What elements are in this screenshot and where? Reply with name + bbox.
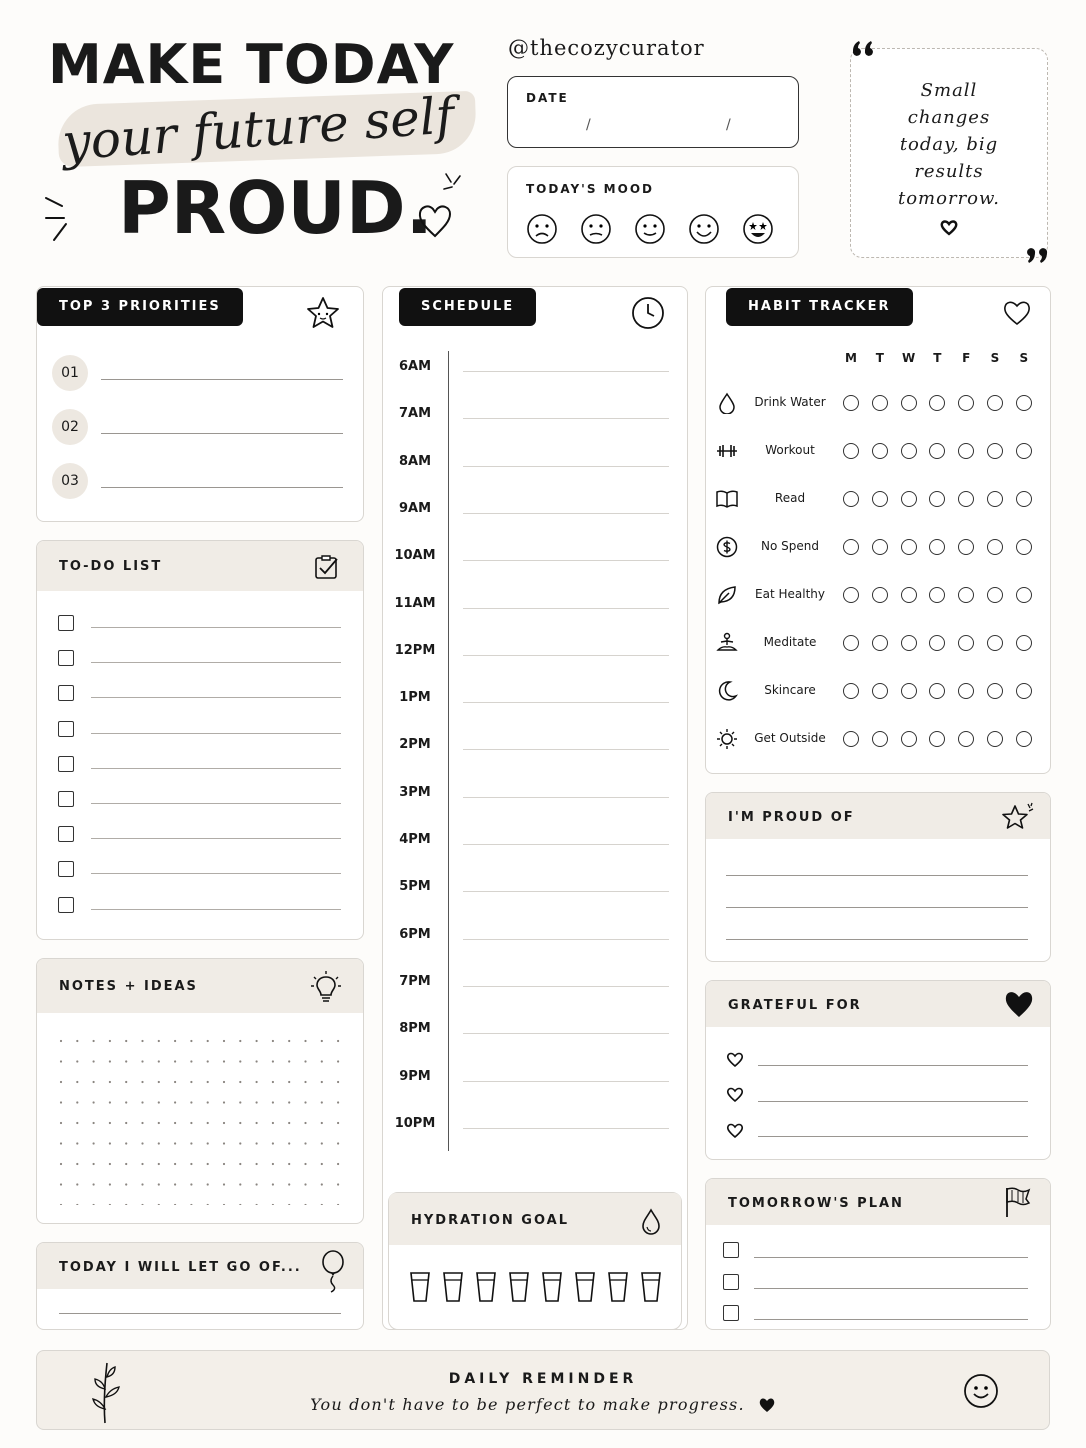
habit-checkbox[interactable] xyxy=(1016,731,1032,747)
habit-checkbox[interactable] xyxy=(1016,587,1032,603)
habit-day-label: T xyxy=(875,351,884,365)
small-heart-icon xyxy=(940,219,958,236)
habit-day-label: S xyxy=(1019,351,1029,365)
schedule-hour-label: 2PM xyxy=(399,737,431,753)
habit-checkbox[interactable] xyxy=(901,731,917,747)
sparkle-small-icon xyxy=(442,172,464,192)
heart-filled-icon xyxy=(1004,989,1034,1019)
habit-checkbox[interactable] xyxy=(987,491,1003,507)
schedule-line[interactable] xyxy=(463,560,669,561)
meditate-icon xyxy=(716,632,738,654)
habit-checkbox[interactable] xyxy=(872,395,888,411)
habit-checkbox[interactable] xyxy=(958,395,974,411)
habit-checkbox[interactable] xyxy=(843,491,859,507)
schedule-hour-label: 10PM xyxy=(394,1115,436,1131)
quote-line: Small xyxy=(920,80,978,101)
habit-checkbox[interactable] xyxy=(901,395,917,411)
dot-grid[interactable] xyxy=(55,1035,347,1205)
date-separator-2: / xyxy=(726,117,731,133)
book-icon xyxy=(716,488,738,510)
habit-checkbox[interactable] xyxy=(1016,539,1032,555)
habit-checkbox[interactable] xyxy=(901,443,917,459)
habit-checkbox[interactable] xyxy=(958,587,974,603)
proud-title: I'M PROUD OF xyxy=(728,810,855,825)
priority-number: 02 xyxy=(52,409,88,445)
todo-line[interactable] xyxy=(91,803,341,804)
habit-day-label: W xyxy=(901,351,916,365)
priority-line[interactable] xyxy=(101,433,343,434)
habit-checkbox[interactable] xyxy=(929,683,945,699)
flag-icon xyxy=(1002,1185,1032,1219)
water-drop-icon xyxy=(716,392,738,414)
habit-checkbox[interactable] xyxy=(987,731,1003,747)
habit-checkbox[interactable] xyxy=(929,587,945,603)
mood-label: TODAY'S MOOD xyxy=(526,182,654,196)
moon-icon xyxy=(716,680,738,702)
tomorrow-checkbox[interactable] xyxy=(723,1305,739,1321)
letgo-title: TODAY I WILL LET GO OF... xyxy=(59,1260,302,1275)
proud-card xyxy=(705,792,1051,962)
lightbulb-icon xyxy=(309,969,343,1005)
schedule-title: SCHEDULE xyxy=(399,288,536,326)
schedule-hour-label: 5PM xyxy=(399,879,431,895)
schedule-hour-label: 10AM xyxy=(394,548,436,564)
schedule-line[interactable] xyxy=(463,749,669,750)
todo-checkbox[interactable] xyxy=(58,861,74,877)
habit-checkbox[interactable] xyxy=(843,731,859,747)
quote-line: tomorrow. xyxy=(897,188,1000,209)
habit-checkbox[interactable] xyxy=(987,635,1003,651)
habit-checkbox[interactable] xyxy=(843,635,859,651)
open-quote-icon xyxy=(850,38,876,60)
schedule-hour-label: 7AM xyxy=(398,406,432,422)
date-label: DATE xyxy=(526,91,569,105)
tomorrow-title: TOMORROW'S PLAN xyxy=(728,1196,904,1211)
tomorrow-line[interactable] xyxy=(754,1257,1028,1258)
water-glass-icon[interactable] xyxy=(409,1271,431,1303)
clock-icon xyxy=(631,296,665,330)
grateful-line[interactable] xyxy=(758,1136,1028,1137)
habit-day-label: T xyxy=(933,351,942,365)
schedule-line[interactable] xyxy=(463,608,669,609)
quote-line: results xyxy=(914,161,984,182)
todo-checkbox[interactable] xyxy=(58,897,74,913)
habit-checkbox[interactable] xyxy=(1016,683,1032,699)
schedule-line[interactable] xyxy=(463,655,669,656)
habit-label: Meditate xyxy=(763,635,817,649)
todo-checkbox[interactable] xyxy=(58,615,74,631)
habit-checkbox[interactable] xyxy=(929,731,945,747)
habit-checkbox[interactable] xyxy=(843,587,859,603)
habit-checkbox[interactable] xyxy=(958,683,974,699)
water-glass-icon[interactable] xyxy=(508,1271,530,1303)
habit-day-label: S xyxy=(990,351,1000,365)
schedule-hour-label: 12PM xyxy=(394,642,436,658)
habit-checkbox[interactable] xyxy=(929,395,945,411)
schedule-line[interactable] xyxy=(463,939,669,940)
schedule-hour-label: 8PM xyxy=(399,1021,431,1037)
neutral-face-icon[interactable] xyxy=(634,213,666,245)
todo-card xyxy=(36,540,364,940)
schedule-hour-label: 7PM xyxy=(399,973,431,989)
priority-number: 01 xyxy=(52,355,88,391)
habit-checkbox[interactable] xyxy=(901,683,917,699)
schedule-line[interactable] xyxy=(463,891,669,892)
title-line-3: PROUD. xyxy=(118,166,433,250)
priority-line[interactable] xyxy=(101,379,343,380)
habit-title: HABIT TRACKER xyxy=(726,288,913,326)
tomorrow-checkbox[interactable] xyxy=(723,1274,739,1290)
schedule-hour-label: 9PM xyxy=(399,1068,431,1084)
habit-checkbox[interactable] xyxy=(929,491,945,507)
title-script: your future self xyxy=(60,86,457,172)
todo-line[interactable] xyxy=(91,873,341,874)
habit-checkbox[interactable] xyxy=(987,539,1003,555)
reminder-text-wrap xyxy=(37,1395,1049,1414)
schedule-line[interactable] xyxy=(463,1033,669,1034)
heart-filled-icon xyxy=(758,1396,776,1413)
star-icon xyxy=(305,295,341,331)
todo-checkbox[interactable] xyxy=(58,650,74,666)
habit-checkbox[interactable] xyxy=(872,731,888,747)
grateful-card xyxy=(705,980,1051,1160)
schedule-line[interactable] xyxy=(463,986,669,987)
habit-checkbox[interactable] xyxy=(843,539,859,555)
hydration-title: HYDRATION GOAL xyxy=(411,1213,570,1228)
schedule-card xyxy=(382,286,688,1330)
habit-label: Eat Healthy xyxy=(755,587,825,601)
smiley-icon xyxy=(963,1373,999,1409)
branch-icon xyxy=(87,1359,123,1425)
notes-card xyxy=(36,958,364,1224)
schedule-hour-label: 3PM xyxy=(399,784,431,800)
habit-checkbox[interactable] xyxy=(1016,395,1032,411)
notes-title: NOTES + IDEAS xyxy=(59,979,198,994)
water-glass-icon[interactable] xyxy=(475,1271,497,1303)
habit-checkbox[interactable] xyxy=(958,539,974,555)
water-glass-icon[interactable] xyxy=(607,1271,629,1303)
habit-checkbox[interactable] xyxy=(929,443,945,459)
habit-checkbox[interactable] xyxy=(872,635,888,651)
checklist-icon xyxy=(313,553,341,581)
habit-checkbox[interactable] xyxy=(901,587,917,603)
schedule-divider xyxy=(448,351,449,1151)
habit-card xyxy=(705,286,1051,774)
happy-face-icon[interactable] xyxy=(688,213,720,245)
close-quote-icon xyxy=(1024,244,1050,266)
todo-checkbox[interactable] xyxy=(58,756,74,772)
priority-number: 03 xyxy=(52,463,88,499)
schedule-hour-label: 11AM xyxy=(394,595,436,611)
water-glass-icon[interactable] xyxy=(442,1271,464,1303)
sun-icon xyxy=(716,728,738,750)
dumbbell-icon xyxy=(716,440,738,462)
schedule-line[interactable] xyxy=(463,371,669,372)
habit-checkbox[interactable] xyxy=(843,443,859,459)
quote-card xyxy=(850,48,1048,258)
water-glass-icon[interactable] xyxy=(541,1271,563,1303)
habit-checkbox[interactable] xyxy=(929,539,945,555)
habit-label: Drink Water xyxy=(754,395,826,409)
habit-checkbox[interactable] xyxy=(901,539,917,555)
habit-label: Skincare xyxy=(764,683,816,697)
habit-checkbox[interactable] xyxy=(987,587,1003,603)
quote-text xyxy=(851,77,1047,212)
schedule-hour-label: 8AM xyxy=(398,453,432,469)
schedule-line[interactable] xyxy=(463,1081,669,1082)
schedule-line[interactable] xyxy=(463,844,669,845)
handle: @thecozycurator xyxy=(508,36,705,60)
water-glass-icon[interactable] xyxy=(574,1271,596,1303)
grateful-title: GRATEFUL FOR xyxy=(728,998,862,1013)
habit-checkbox[interactable] xyxy=(872,587,888,603)
habit-checkbox[interactable] xyxy=(958,491,974,507)
todo-checkbox[interactable] xyxy=(58,721,74,737)
schedule-hour-label: 1PM xyxy=(399,690,431,706)
balloon-icon xyxy=(319,1249,347,1293)
very-sad-face-icon[interactable] xyxy=(526,213,558,245)
star-eyes-face-icon[interactable] xyxy=(742,213,774,245)
water-drop-icon xyxy=(639,1207,663,1237)
heart-outline-icon xyxy=(1002,299,1032,327)
todo-line[interactable] xyxy=(91,662,341,663)
sad-face-icon[interactable] xyxy=(580,213,612,245)
water-glass-icon[interactable] xyxy=(640,1271,662,1303)
habit-label: Get Outside xyxy=(754,731,826,745)
proud-line[interactable] xyxy=(726,875,1028,876)
todo-line[interactable] xyxy=(91,909,341,910)
sparkle-lines-icon xyxy=(42,192,82,244)
schedule-line[interactable] xyxy=(463,1128,669,1129)
grateful-line[interactable] xyxy=(758,1101,1028,1102)
habit-checkbox[interactable] xyxy=(872,443,888,459)
habit-checkbox[interactable] xyxy=(843,395,859,411)
leaf-icon xyxy=(716,584,738,606)
letgo-card xyxy=(36,1242,364,1330)
priorities-card xyxy=(36,286,364,522)
proud-line[interactable] xyxy=(726,907,1028,908)
small-heart-icon xyxy=(726,1122,744,1139)
habit-checkbox[interactable] xyxy=(929,635,945,651)
todo-line[interactable] xyxy=(91,627,341,628)
habit-label: No Spend xyxy=(761,539,819,553)
title-line-1: MAKE TODAY xyxy=(48,33,455,96)
habit-checkbox[interactable] xyxy=(958,731,974,747)
todo-line[interactable] xyxy=(91,733,341,734)
small-heart-icon xyxy=(726,1051,744,1068)
todo-checkbox[interactable] xyxy=(58,685,74,701)
priorities-title: TOP 3 PRIORITIES xyxy=(37,288,243,326)
habit-checkbox[interactable] xyxy=(901,635,917,651)
reminder-title: DAILY REMINDER xyxy=(448,1371,638,1387)
tomorrow-checkbox[interactable] xyxy=(723,1242,739,1258)
grateful-line[interactable] xyxy=(758,1065,1028,1066)
schedule-hour-label: 4PM xyxy=(399,832,431,847)
habit-checkbox[interactable] xyxy=(987,683,1003,699)
date-separator-1: / xyxy=(586,117,591,133)
mood-card xyxy=(507,166,799,258)
schedule-hour-label: 6PM xyxy=(399,926,431,942)
schedule-line[interactable] xyxy=(463,418,669,419)
habit-checkbox[interactable] xyxy=(958,443,974,459)
reminder-card xyxy=(36,1350,1050,1430)
todo-title: TO-DO LIST xyxy=(59,559,163,574)
schedule-line[interactable] xyxy=(463,466,669,467)
dollar-icon xyxy=(716,536,738,558)
quote-line: changes xyxy=(907,107,991,128)
habit-day-label: M xyxy=(845,351,857,365)
date-field[interactable] xyxy=(507,76,799,148)
habit-checkbox[interactable] xyxy=(1016,635,1032,651)
habit-checkbox[interactable] xyxy=(872,491,888,507)
habit-checkbox[interactable] xyxy=(987,443,1003,459)
tomorrow-card xyxy=(705,1178,1051,1330)
habit-checkbox[interactable] xyxy=(1016,491,1032,507)
letgo-line[interactable] xyxy=(59,1313,341,1314)
schedule-hour-label: 9AM xyxy=(398,500,432,516)
hydration-card xyxy=(388,1192,682,1330)
habit-label: Workout xyxy=(765,443,815,457)
quote-line: today, big xyxy=(899,134,999,155)
todo-line[interactable] xyxy=(91,768,341,769)
habit-checkbox[interactable] xyxy=(872,539,888,555)
habit-day-label: F xyxy=(962,351,971,365)
schedule-line[interactable] xyxy=(463,513,669,514)
habit-label: Read xyxy=(774,491,806,505)
habit-checkbox[interactable] xyxy=(901,491,917,507)
todo-checkbox[interactable] xyxy=(58,791,74,807)
todo-checkbox[interactable] xyxy=(58,826,74,842)
habit-checkbox[interactable] xyxy=(843,683,859,699)
heart-outline-icon xyxy=(416,200,454,240)
star-sparkle-icon xyxy=(1002,801,1036,833)
habit-checkbox[interactable] xyxy=(987,395,1003,411)
small-heart-icon xyxy=(726,1086,744,1103)
habit-checkbox[interactable] xyxy=(958,635,974,651)
habit-checkbox[interactable] xyxy=(872,683,888,699)
schedule-line[interactable] xyxy=(463,797,669,798)
schedule-hour-label: 6AM xyxy=(398,359,432,374)
habit-checkbox[interactable] xyxy=(1016,443,1032,459)
reminder-text: You don't have to be perfect to make progress. xyxy=(310,1395,745,1414)
proud-line[interactable] xyxy=(726,939,1028,940)
todo-line[interactable] xyxy=(91,838,341,839)
tomorrow-line[interactable] xyxy=(754,1319,1028,1320)
tomorrow-line[interactable] xyxy=(754,1288,1028,1289)
schedule-line[interactable] xyxy=(463,702,669,703)
todo-line[interactable] xyxy=(91,697,341,698)
priority-line[interactable] xyxy=(101,487,343,488)
